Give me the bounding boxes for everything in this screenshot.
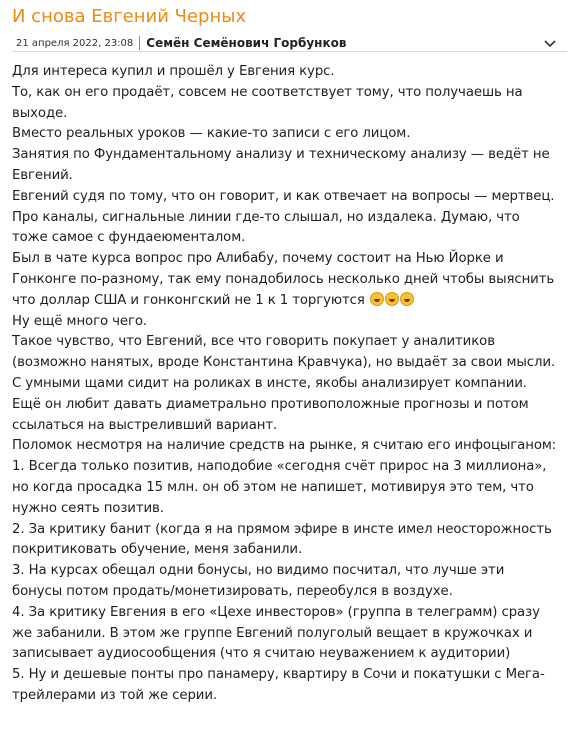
post-body — [12, 62, 567, 707]
post-line: Про каналы, сигнальные линии где-то слышал, но издалека. Думаю, что — [12, 209, 520, 225]
post-line: Вместо реальных уроков — какие-то записи с его лицом. — [12, 126, 411, 142]
post-line: трейлерами из той же серии. — [12, 687, 217, 703]
post-line: 5. Ну и дешевые понты про панамеру, квартиру в Сочи и покатушки с Мега- — [12, 667, 545, 683]
post-line: 4. За критику Евгения в его «Цехе инвесторов» (группа в телеграмм) сразу — [12, 604, 540, 620]
post-line: (возможно нанятых, вроде Константина Кравчука), но выдаёт за свои мысли. — [12, 355, 556, 371]
post-title[interactable]: И снова Евгений Черных — [12, 6, 247, 27]
header-divider — [12, 51, 567, 52]
chevron-down-icon[interactable] — [543, 36, 557, 50]
post-line: Поломок несмотря на наличие средств на рынке, я считаю его инфоцыганом: — [12, 438, 557, 454]
post-line: Гонконге по-разному, так ему понадобилось несколько дней чтобы выяснить — [12, 271, 555, 287]
post-line: 3. На курсах обещал одни бонусы, но видимо посчитал, что лучше эти — [12, 563, 505, 579]
post-line: Ну ещё много чего. — [12, 313, 147, 329]
post-line: Евгений. — [12, 167, 73, 183]
post-line: ссылаться на выстреливший вариант. — [12, 417, 278, 433]
post-line: же забанили. В этом же группе Евгений полуголый вещает в кружочках и — [12, 625, 533, 641]
post-line: 2. За критику банит (когда я на прямом эфире в инсте имел неосторожность — [12, 521, 552, 537]
post-line: Ещё он любит давать диаметрально противоположные прогнозы и потом — [12, 396, 529, 412]
post-date: 21 апреля 2022, 23:08 — [16, 37, 134, 49]
laughing-face-icon — [385, 292, 399, 306]
post-line: нужно сеять позитив. — [12, 500, 164, 516]
post-line: покритиковать обучение, меня забанили. — [12, 542, 303, 558]
post-line: бонусы потом продать/монетизировать, переобулся в воздухе. — [12, 583, 453, 599]
post-line: записывает аудиосообщения (что я считаю неуважением к аудитории) — [12, 646, 511, 662]
post-line-text: что доллар США и гонконгский не 1 к 1 торгуются — [12, 292, 365, 308]
post-line: Был в чате курса вопрос про Алибабу, почему состоит на Нью Йорке и — [12, 251, 504, 267]
post-line: 1. Всегда только позитив, наподобие «сегодня счёт прирос на 3 миллиона», — [12, 459, 547, 475]
post-line: тоже самое с фундаеюменталом. — [12, 230, 246, 246]
meta-separator — [139, 36, 140, 50]
post-line: Такое чувство, что Евгений, все что говорить покупает у аналитиков — [12, 334, 495, 350]
post-line: С умными щами сидит на роликах в инсте, якобы анализирует компании. — [12, 375, 527, 391]
post-line: Для интереса купил и прошёл у Евгения курс. — [12, 64, 335, 79]
post-line-with-emoji — [12, 291, 567, 312]
post-author[interactable]: Семён Семёнович Горбунков — [146, 36, 347, 50]
post-line: Занятия по Фундаментальному анализу и техническому анализу — ведёт не — [12, 147, 550, 163]
post-line: То, как он его продаёт, совсем не соответствует тому, что получаешь на — [12, 84, 523, 100]
post-line: Евгений судя по тому, что он говорит, и как отвечает на вопросы — мертвец. — [12, 188, 555, 204]
post-line: но когда просадка 15 млн. он об этом не напишет, мотивируя это тем, что — [12, 479, 534, 495]
post-line: выходе. — [12, 105, 68, 121]
laughing-face-icon — [370, 292, 384, 306]
laughing-face-icon — [400, 292, 414, 306]
